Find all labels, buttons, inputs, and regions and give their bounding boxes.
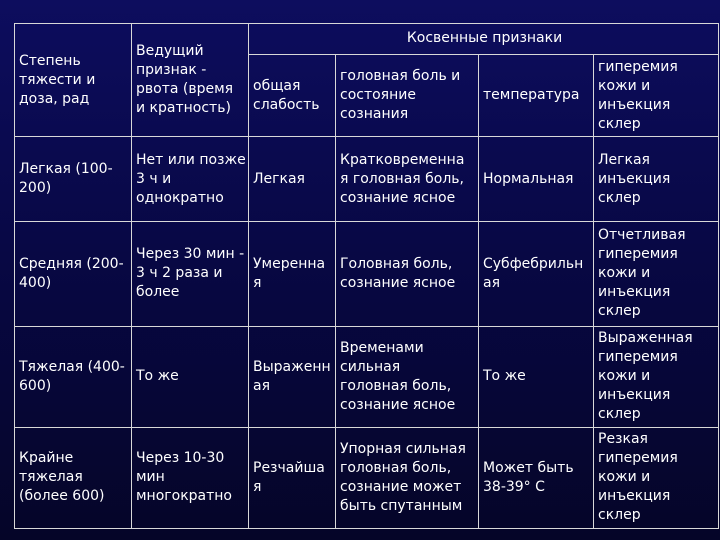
header-weakness: общая слабость: [249, 54, 336, 136]
hyperemia-cell: Отчетливая гиперемия кожи и инъекция склер: [594, 221, 719, 326]
header-row-1: [15, 24, 719, 55]
header-temperature: температура: [479, 54, 594, 136]
severity-cell: Крайне тяжелая (более 600): [15, 427, 132, 528]
temperature-cell: Может быть 38-39° С: [479, 427, 594, 528]
header-hyperemia: гиперемия кожи и инъекция склер: [594, 54, 719, 136]
severity-cell: Средняя (200- 400): [15, 221, 132, 326]
table-row: [15, 427, 719, 528]
radiation-sickness-table: [14, 23, 719, 529]
vomiting-cell: Через 30 мин - 3 ч 2 раза и более: [132, 221, 249, 326]
vomiting-cell: Через 10-30 мин многократно: [132, 427, 249, 528]
weakness-cell: Выраженн ая: [249, 326, 336, 427]
headache-cell: Временами сильная головная боль, сознание ясное: [336, 326, 479, 427]
header-indirect-signs: Косвенные признаки: [249, 24, 719, 55]
weakness-cell: Умеренная: [249, 221, 336, 326]
hyperemia-cell: Легкая инъекция склер: [594, 137, 719, 222]
headache-cell: Упорная сильная головная боль, сознание может быть спутанным: [336, 427, 479, 528]
hyperemia-cell: Выраженная гиперемия кожи и инъекция склер: [594, 326, 719, 427]
header-leading-sign: Ведущий признак - рвота (время и кратность): [132, 24, 249, 137]
headache-cell: Головная боль, сознание ясное: [336, 221, 479, 326]
table-row: [15, 326, 719, 427]
headache-cell: Кратковременна я головная боль, сознание ясное: [336, 137, 479, 222]
temperature-cell: Субфебрильн ая: [479, 221, 594, 326]
temperature-cell: Нормальная: [479, 137, 594, 222]
temperature-cell: То же: [479, 326, 594, 427]
vomiting-cell: То же: [132, 326, 249, 427]
hyperemia-cell: Резкая гиперемия кожи и инъекция склер: [594, 427, 719, 528]
table-row: [15, 221, 719, 326]
weakness-cell: Легкая: [249, 137, 336, 222]
severity-cell: Легкая (100- 200): [15, 137, 132, 222]
vomiting-cell: Нет или позже 3 ч и однократно: [132, 137, 249, 222]
severity-cell: Тяжелая (400- 600): [15, 326, 132, 427]
weakness-cell: Резчайшая: [249, 427, 336, 528]
header-headache: головная боль и состояние сознания: [336, 54, 479, 136]
table-row: [15, 137, 719, 222]
header-severity: Степень тяжести и доза, рад: [15, 24, 132, 137]
